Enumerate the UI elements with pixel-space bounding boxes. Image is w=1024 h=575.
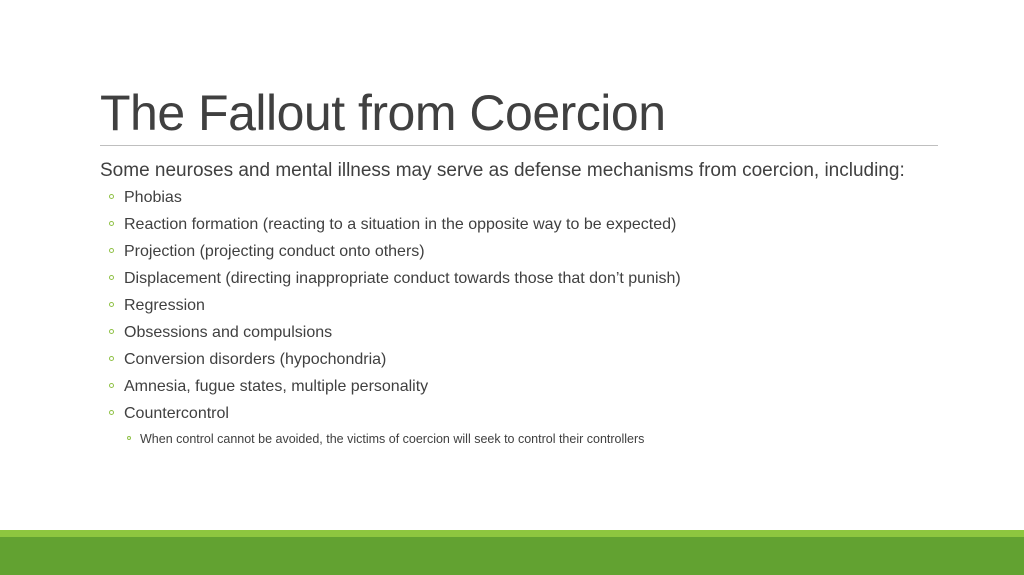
bullet-item bbox=[100, 238, 980, 265]
bullet-item bbox=[100, 319, 980, 346]
footer-band bbox=[0, 537, 1024, 575]
bullet-list bbox=[100, 184, 980, 427]
bullet-text: Amnesia, fugue states, multiple personality bbox=[124, 378, 429, 395]
bullet-circle-icon bbox=[109, 356, 114, 361]
bullet-item bbox=[100, 373, 980, 400]
footer-accent-stripe bbox=[0, 530, 1024, 537]
bullet-circle-icon bbox=[109, 248, 114, 253]
bullet-text: Displacement (directing inappropriate conduct towards those that don’t punish) bbox=[124, 270, 681, 287]
bullet-circle-icon bbox=[109, 302, 114, 307]
bullet-item bbox=[100, 346, 980, 373]
bullet-item bbox=[100, 184, 980, 211]
bullet-item bbox=[100, 400, 980, 427]
sub-bullet-list bbox=[100, 427, 980, 451]
bullet-item bbox=[100, 211, 980, 238]
bullet-text: Phobias bbox=[124, 189, 182, 206]
lead-paragraph: Some neuroses and mental illness may serve as defense mechanisms from coercion, including: bbox=[100, 160, 905, 181]
bullet-circle-icon bbox=[109, 383, 114, 388]
sub-bullet-text: When control cannot be avoided, the victims of coercion will seek to control their controllers bbox=[140, 432, 645, 446]
bullet-text: Reaction formation (reacting to a situation in the opposite way to be expected) bbox=[124, 216, 677, 233]
bullet-text: Conversion disorders (hypochondria) bbox=[124, 351, 387, 368]
bullet-item bbox=[100, 265, 980, 292]
bullet-text: Obsessions and compulsions bbox=[124, 324, 333, 341]
slide-title: The Fallout from Coercion bbox=[100, 85, 666, 141]
bullet-circle-icon bbox=[109, 329, 114, 334]
bullet-circle-icon bbox=[109, 275, 114, 280]
bullet-text: Countercontrol bbox=[124, 405, 229, 422]
bullet-text: Projection (projecting conduct onto others) bbox=[124, 243, 425, 260]
title-divider bbox=[100, 145, 938, 146]
bullet-circle-icon bbox=[109, 194, 114, 199]
slide-body bbox=[100, 157, 980, 451]
bullet-circle-icon bbox=[109, 410, 114, 415]
bullet-circle-icon bbox=[109, 221, 114, 226]
sub-bullet-item bbox=[100, 427, 980, 451]
bullet-item bbox=[100, 292, 980, 319]
sub-bullet-circle-icon bbox=[127, 436, 131, 440]
bullet-text: Regression bbox=[124, 297, 205, 314]
